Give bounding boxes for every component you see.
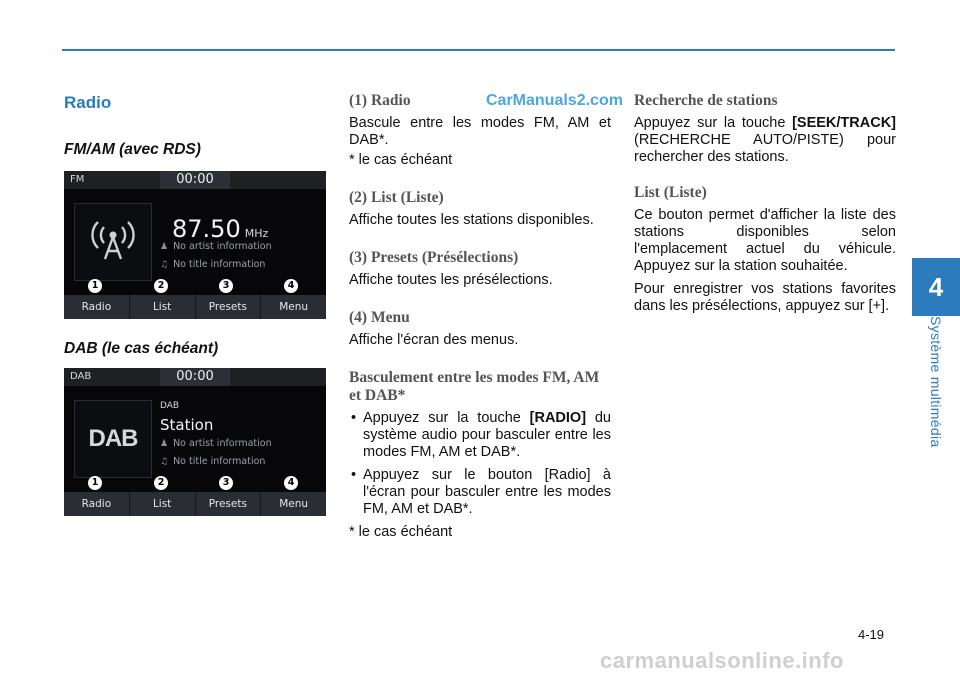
bullet-item: • Appuyez sur la touche [RADIO] du système audio pour basculer entre les modes FM, AM et DAB*. [349, 410, 611, 461]
footnote: * le cas échéant [349, 524, 453, 540]
mode-label: FM [70, 174, 85, 185]
dab-radio-screen [64, 368, 326, 516]
person-icon: ♟ [160, 241, 169, 252]
menu-button[interactable]: Menu [279, 498, 309, 510]
frequency-unit: MHz [244, 227, 269, 240]
paragraph: Pour enregistrer vos stations favorites dans les présélections, appuyez sur [+]. [634, 281, 896, 314]
top-rule [62, 49, 895, 51]
paragraph: Appuyez sur la touche [SEEK/TRACK] (RECHERCHE AUTO/PISTE) pour rechercher des stations. [634, 115, 896, 165]
page-number: 4-19 [858, 627, 885, 642]
menu-button[interactable]: Menu [279, 301, 309, 313]
callout-badge-4: 4 [284, 279, 298, 293]
callout-badge-3: 3 [219, 476, 233, 490]
mode-label: DAB [70, 371, 92, 382]
heading-presets: (3) Presets (Présélections) [349, 249, 519, 266]
paragraph: Affiche toutes les stations disponibles. [349, 212, 594, 228]
paragraph: Affiche l'écran des menus. [349, 332, 519, 348]
dab-logo-text: DAB [88, 425, 138, 452]
heading-station-search: Recherche de stations [634, 92, 778, 109]
fm-subtitle: FM/AM (avec RDS) [64, 141, 201, 158]
bullet-item: • Appuyez sur le bouton [Radio] à l'écran pour basculer entre les modes FM, AM et DAB*. [349, 467, 611, 518]
right-column [634, 92, 896, 315]
screen-button-bar [64, 295, 326, 319]
callout-badge-1: 1 [88, 476, 102, 490]
dab-label: DAB [160, 401, 180, 411]
person-icon: ♟ [160, 438, 169, 449]
watermark-top: CarManuals2.com [486, 92, 623, 109]
frequency-display: 87.50 MHz [172, 215, 269, 243]
heading-radio: (1) Radio [349, 92, 411, 109]
callout-badge-2: 2 [154, 279, 168, 293]
dab-subtitle: DAB (le cas échéant) [64, 340, 219, 357]
chapter-number-tab: 4 [912, 258, 960, 316]
title-info: ♫ No title information [160, 259, 266, 270]
radio-button[interactable]: Radio [64, 492, 130, 516]
heading-menu: (4) Menu [349, 309, 410, 326]
callout-badge-4: 4 [284, 476, 298, 490]
callout-badge-3: 3 [219, 279, 233, 293]
section-title: Radio [64, 93, 112, 112]
footnote: * le cas échéant [349, 152, 453, 168]
middle-column [349, 92, 611, 541]
chapter-title: Système multimédia [928, 316, 944, 448]
list-button[interactable]: List [130, 295, 196, 319]
heading-mode-switch: Basculement entre les modes FM, AM et DAB* [349, 369, 600, 404]
clock: 00:00 [160, 368, 230, 386]
list-button[interactable]: List [130, 492, 196, 516]
paragraph: Affiche toutes les présélections. [349, 272, 553, 288]
station-name: Station [160, 416, 214, 434]
radio-button[interactable]: Radio [64, 295, 130, 319]
fm-radio-screen [64, 171, 326, 319]
presets-button[interactable]: Presets [196, 295, 262, 319]
callout-badge-1: 1 [88, 279, 102, 293]
watermark-bottom: carmanualsonline.info [600, 648, 844, 673]
artist-info: ♟ No artist information [160, 241, 272, 252]
music-note-icon: ♫ [160, 259, 169, 270]
music-note-icon: ♫ [160, 456, 169, 467]
title-info: ♫ No title information [160, 456, 266, 467]
screen-button-bar [64, 492, 326, 516]
heading-list: List (Liste) [634, 184, 707, 201]
artist-info: ♟ No artist information [160, 438, 272, 449]
callout-badge-2: 2 [154, 476, 168, 490]
radio-antenna-icon [74, 203, 152, 281]
paragraph: Bascule entre les modes FM, AM et DAB*. [349, 115, 611, 148]
paragraph: Ce bouton permet d'afficher la liste des stations disponibles selon l'emplacement actuel du véhicule. Appuyez sur la station souhaitée. [634, 207, 896, 274]
clock: 00:00 [160, 171, 230, 189]
presets-button[interactable]: Presets [196, 492, 262, 516]
heading-list: (2) List (Liste) [349, 189, 444, 206]
dab-logo [74, 400, 152, 478]
